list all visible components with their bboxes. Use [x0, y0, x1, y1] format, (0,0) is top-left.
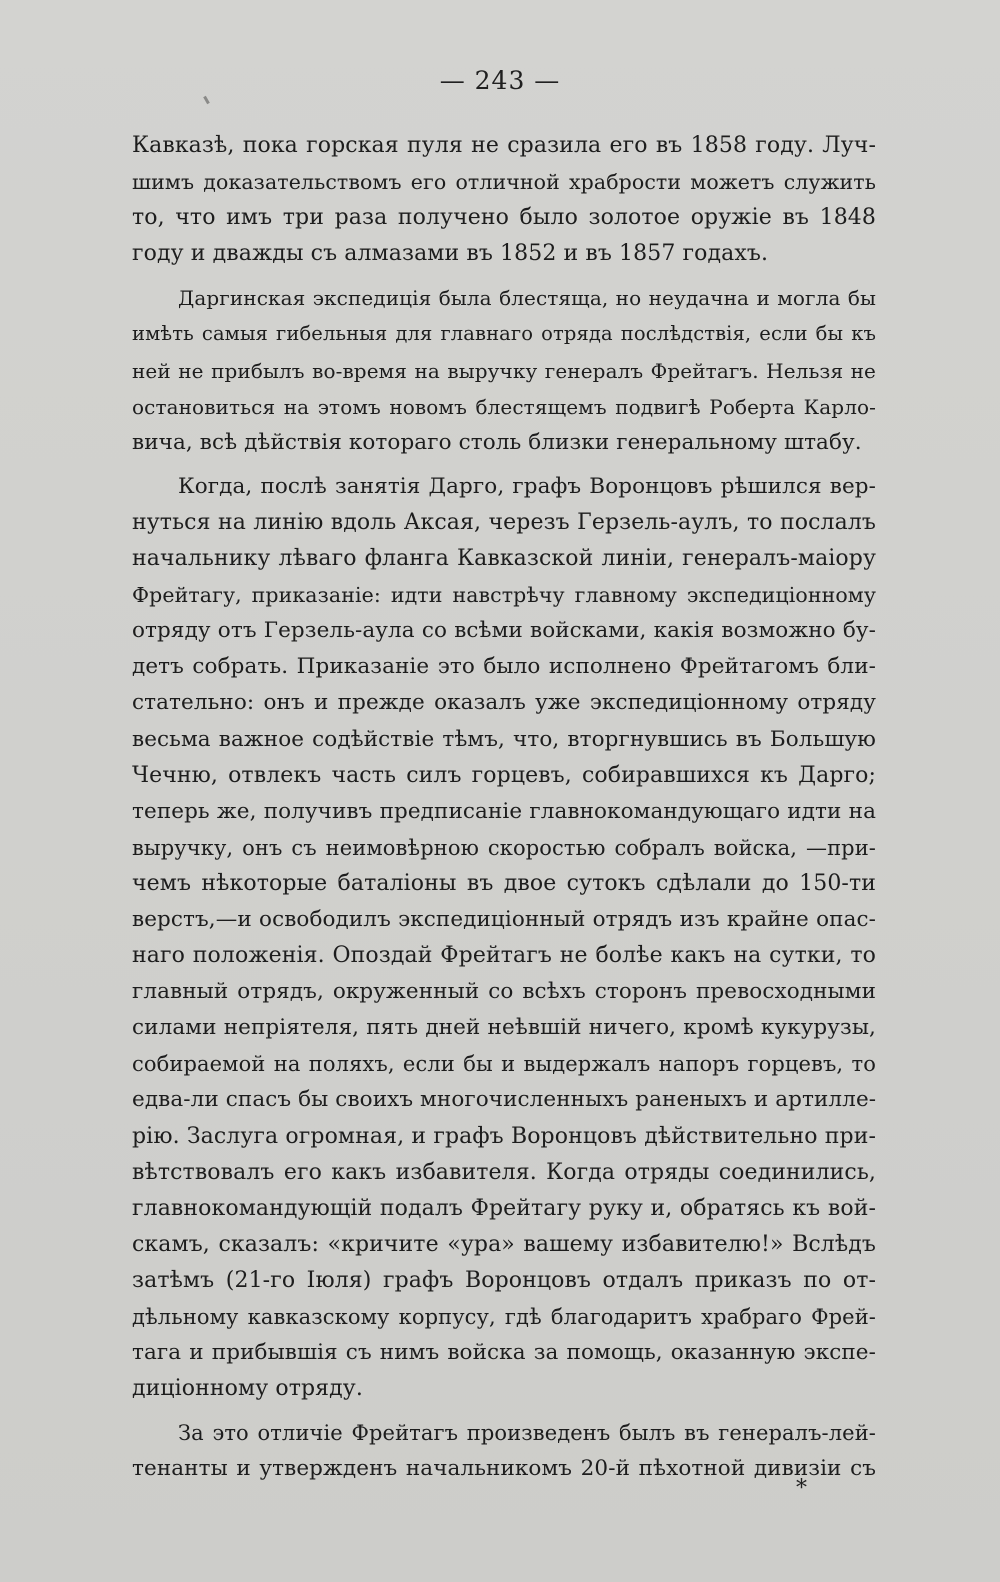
- text-line: верстъ,—и освободилъ экспедиціонный отрядъ изъ крайне опас-: [132, 906, 876, 932]
- text-line: шимъ доказательствомъ его отличной храбрости можетъ служить: [132, 170, 876, 195]
- text-line: вѣтствовалъ его какъ избавителя. Когда отряды соединились,: [132, 1159, 876, 1185]
- text-line: году и дважды съ алмазами въ 1852 и въ 1857 годахъ.: [132, 241, 769, 267]
- text-line: стательно: онъ и прежде оказалъ уже экспедиціонному отряду: [132, 690, 876, 716]
- scan-speck: [203, 96, 210, 104]
- text-line: то, что имъ три раза получено было золотое оружіе въ 1848: [132, 205, 876, 231]
- text-line: рію. Заслуга огромная, и графъ Воронцовъ дѣйствительно при-: [132, 1123, 876, 1149]
- text-line: Чечню, отвлекъ часть силъ горцевъ, собиравшихся къ Дарго;: [132, 762, 876, 788]
- text-line: чемъ нѣкоторые баталіоны въ двое сутокъ сдѣлали до 150-ти: [132, 870, 876, 896]
- paragraph-3: [132, 469, 876, 1407]
- text-line: диціонному отряду.: [132, 1376, 363, 1402]
- text-line: Даргинская экспедиція была блестяща, но неудачна и могла бы: [178, 286, 876, 311]
- body-text: [132, 128, 876, 1495]
- text-line: Когда, послѣ занятія Дарго, графъ Воронцовъ рѣшился вер-: [178, 473, 876, 499]
- footnote-asterisk: *: [796, 1476, 807, 1501]
- paragraph-2: [132, 280, 876, 460]
- text-line: главный отрядъ, окруженный со всѣхъ сторонъ превосходными: [132, 979, 876, 1005]
- text-line: имѣть самыя гибельныя для главнаго отряда послѣдствія, если бы къ: [132, 322, 876, 346]
- text-line: тага и прибывшія съ нимъ войска за помощь, оказанную экспе-: [132, 1340, 876, 1366]
- text-line: скамъ, сказалъ: «кричите «ура» вашему избавителю!» Вслѣдъ: [132, 1231, 876, 1257]
- text-line: ней не прибылъ во-время на выручку генералъ Фрейтагъ. Нельзя не: [132, 358, 876, 383]
- text-line: нуться на линію вдоль Аксая, черезъ Герзель-аулъ, то послалъ: [132, 509, 876, 535]
- text-line: силами непріятеля, пять дней неѣвшій ничего, кромѣ кукурузы,: [132, 1015, 876, 1041]
- page-number: — 243 —: [439, 66, 561, 95]
- text-line: Фрейтагу, приказаніе: идти навстрѣчу главному экспедиціонному: [132, 583, 876, 608]
- text-line: наго положенія. Опоздай Фрейтагъ не болѣе какъ на сутки, то: [132, 943, 876, 969]
- text-line: вича, всѣ дѣйствія котораго столь близки генеральному штабу.: [132, 429, 862, 455]
- text-line: детъ собрать. Приказаніе это было исполнено Фрейтагомъ бли-: [132, 654, 876, 680]
- text-line: начальнику лѣваго фланга Кавказской линіи, генералъ-маіору: [132, 546, 876, 572]
- text-line: остановиться на этомъ новомъ блестящемъ подвигѣ Роберта Карло-: [132, 394, 876, 419]
- text-line: выручку, онъ съ неимовѣрною скоростью собралъ войска, —при-: [132, 835, 876, 860]
- text-line: тенанты и утвержденъ начальникомъ 20-й пѣхотной дивизіи съ: [132, 1456, 876, 1482]
- text-line: собираемой на поляхъ, если бы и выдержалъ напоръ горцевъ, то: [132, 1052, 876, 1077]
- paragraph-4: [132, 1415, 876, 1487]
- text-line: отряду отъ Герзель-аула со всѣми войсками, какія возможно бу-: [132, 618, 876, 644]
- text-line: дѣльному кавказскому корпусу, гдѣ благодаритъ храбраго Фрей-: [132, 1305, 876, 1329]
- text-line: Кавказѣ, пока горская пуля не сразила его въ 1858 году. Луч-: [132, 133, 876, 158]
- text-line: затѣмъ (21-го Іюля) графъ Воронцовъ отдалъ приказъ по от-: [132, 1267, 876, 1293]
- text-line: теперь же, получивъ предписаніе главнокомандующаго идти на: [132, 798, 876, 824]
- paragraph-1: [132, 128, 876, 272]
- text-line: главнокомандующій подалъ Фрейтагу руку и, обратясь къ вой-: [132, 1195, 876, 1221]
- text-line: весьма важное содѣйствіе тѣмъ, что, вторгнувшись въ Большую: [132, 726, 876, 752]
- text-line: За это отличіе Фрейтагъ произведенъ былъ въ генералъ-лей-: [178, 1421, 876, 1446]
- text-line: едва-ли спасъ бы своихъ многочисленныхъ раненыхъ и артилле-: [132, 1087, 877, 1113]
